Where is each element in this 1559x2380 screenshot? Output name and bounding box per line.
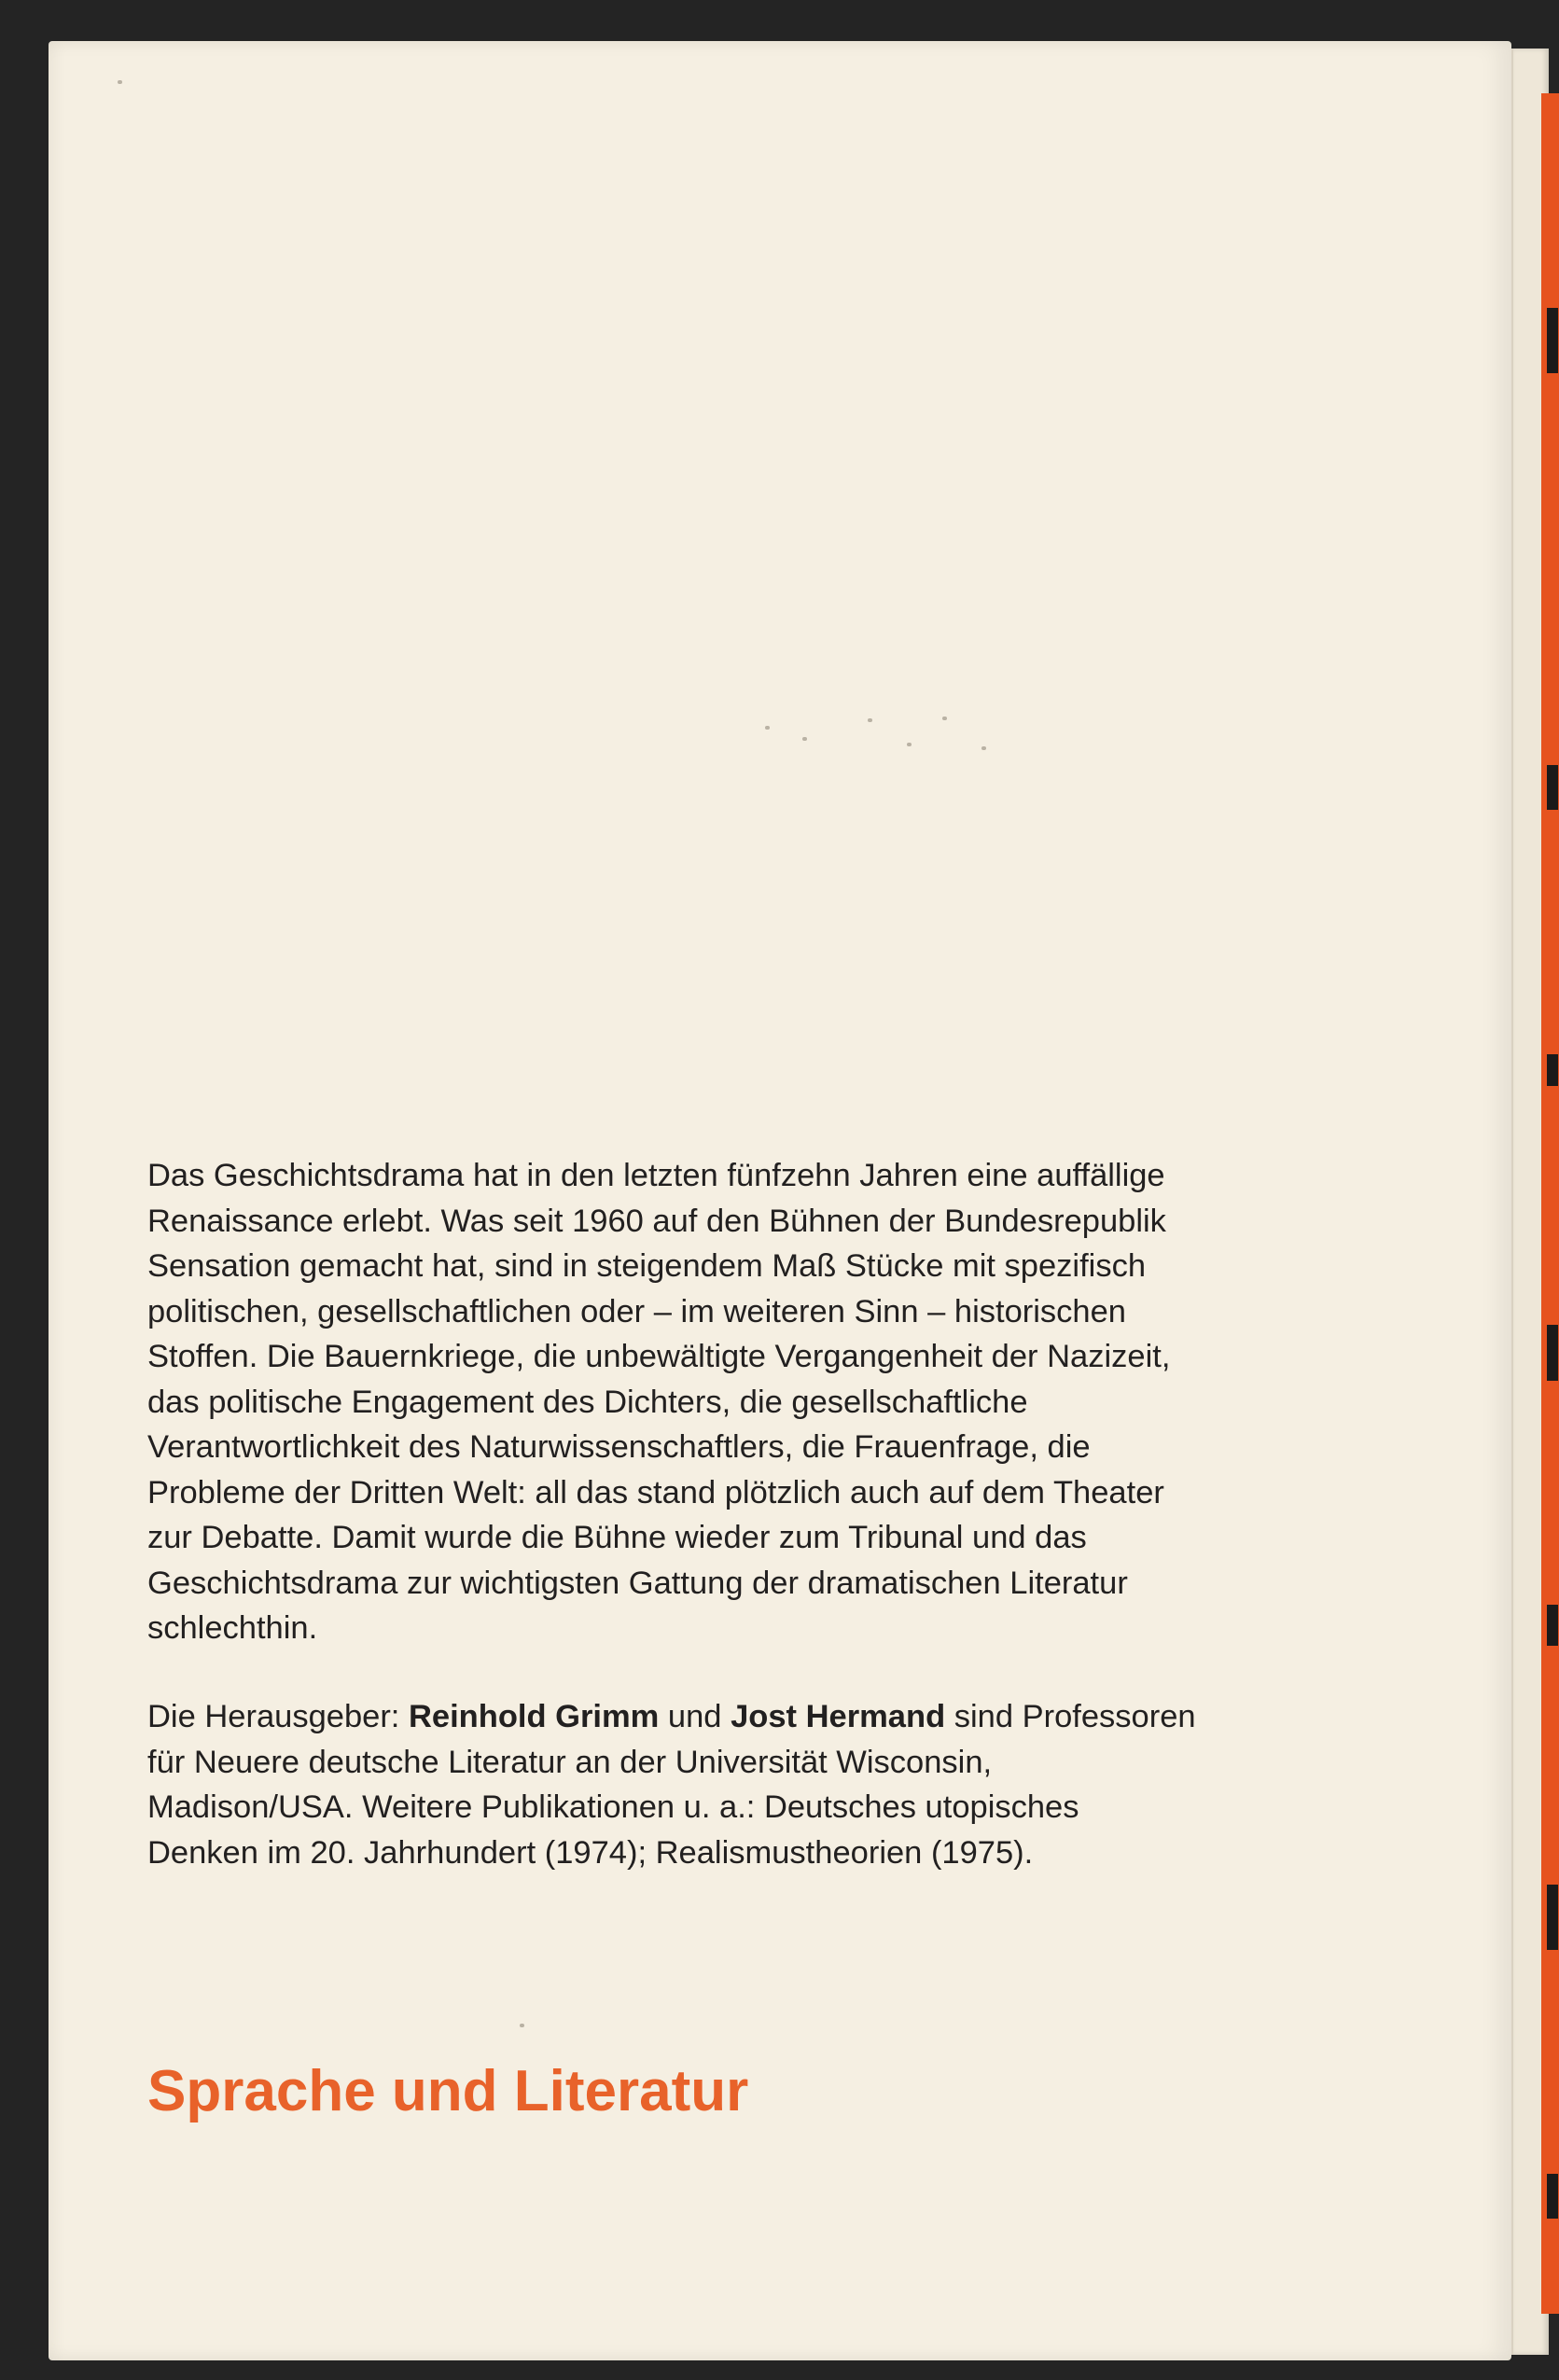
paper-speck — [765, 726, 770, 730]
spine-letter-fragment — [1547, 2174, 1558, 2219]
paper-speck — [942, 717, 947, 720]
blurb-line: zur Debatte. Damit wurde die Bühne wieder zum Tribunal und das — [147, 1520, 1087, 1555]
editors-bio — [147, 1694, 1351, 1875]
blurb-line: das politische Engagement des Dichters, die gesellschaftliche — [147, 1384, 1028, 1420]
spine-letter-fragment — [1547, 1605, 1558, 1646]
blurb-line: Geschichtsdrama zur wichtigsten Gattung der dramatischen Literatur — [147, 1565, 1128, 1601]
bio-line: Madison/USA. Weitere Publikationen u. a.: Deutsches utopisches — [147, 1789, 1079, 1825]
blurb-line: Renaissance erlebt. Was seit 1960 auf den Bühnen der Bundesrepublik — [147, 1203, 1166, 1239]
spine-letter-fragment — [1547, 1885, 1558, 1950]
spine-orange-band — [1541, 93, 1559, 2314]
paper-speck — [802, 737, 807, 741]
spine-letter-fragment — [1547, 1325, 1558, 1381]
spine-letter-fragment — [1547, 308, 1558, 373]
bio-line: Denken im 20. Jahrhundert (1974); Realismustheorien (1975). — [147, 1834, 1034, 1871]
blurb-line: Stoffen. Die Bauernkriege, die unbewältigte Vergangenheit der Nazizeit, — [147, 1339, 1171, 1374]
blurb-line: Sensation gemacht hat, sind in steigendem Maß Stücke mit spezifisch — [147, 1248, 1147, 1284]
editor-name: Jost Hermand — [731, 1699, 946, 1734]
paper-speck — [520, 2024, 524, 2027]
editors-connector: und — [659, 1699, 731, 1734]
book-blurb — [147, 1153, 1351, 1651]
paper-speck — [118, 80, 122, 84]
blurb-line: politischen, gesellschaftlichen oder – im weiteren Sinn – historischen — [147, 1293, 1126, 1329]
blurb-line: Verantwortlichkeit des Naturwissenschaftlers, die Frauenfrage, die — [147, 1429, 1091, 1465]
spine-letter-fragment — [1547, 765, 1558, 810]
bio-line: sind Professoren — [945, 1699, 1196, 1734]
paper-speck — [868, 718, 872, 722]
blurb-line: Das Geschichtsdrama hat in den letzten fünfzehn Jahren eine auffällige — [147, 1158, 1165, 1193]
editors-intro: Die Herausgeber: — [147, 1699, 409, 1734]
bio-line: für Neuere deutsche Literatur an der Universität Wisconsin, — [147, 1744, 993, 1780]
spine-letter-fragment — [1547, 1054, 1558, 1086]
series-title: Sprache und Literatur — [147, 2059, 749, 2123]
editor-name: Reinhold Grimm — [408, 1699, 660, 1734]
blurb-line: Probleme der Dritten Welt: all das stand plötzlich auch auf dem Theater — [147, 1474, 1164, 1510]
paper-speck — [907, 743, 912, 746]
paper-speck — [981, 746, 986, 750]
blurb-line: schlechthin. — [147, 1610, 318, 1646]
